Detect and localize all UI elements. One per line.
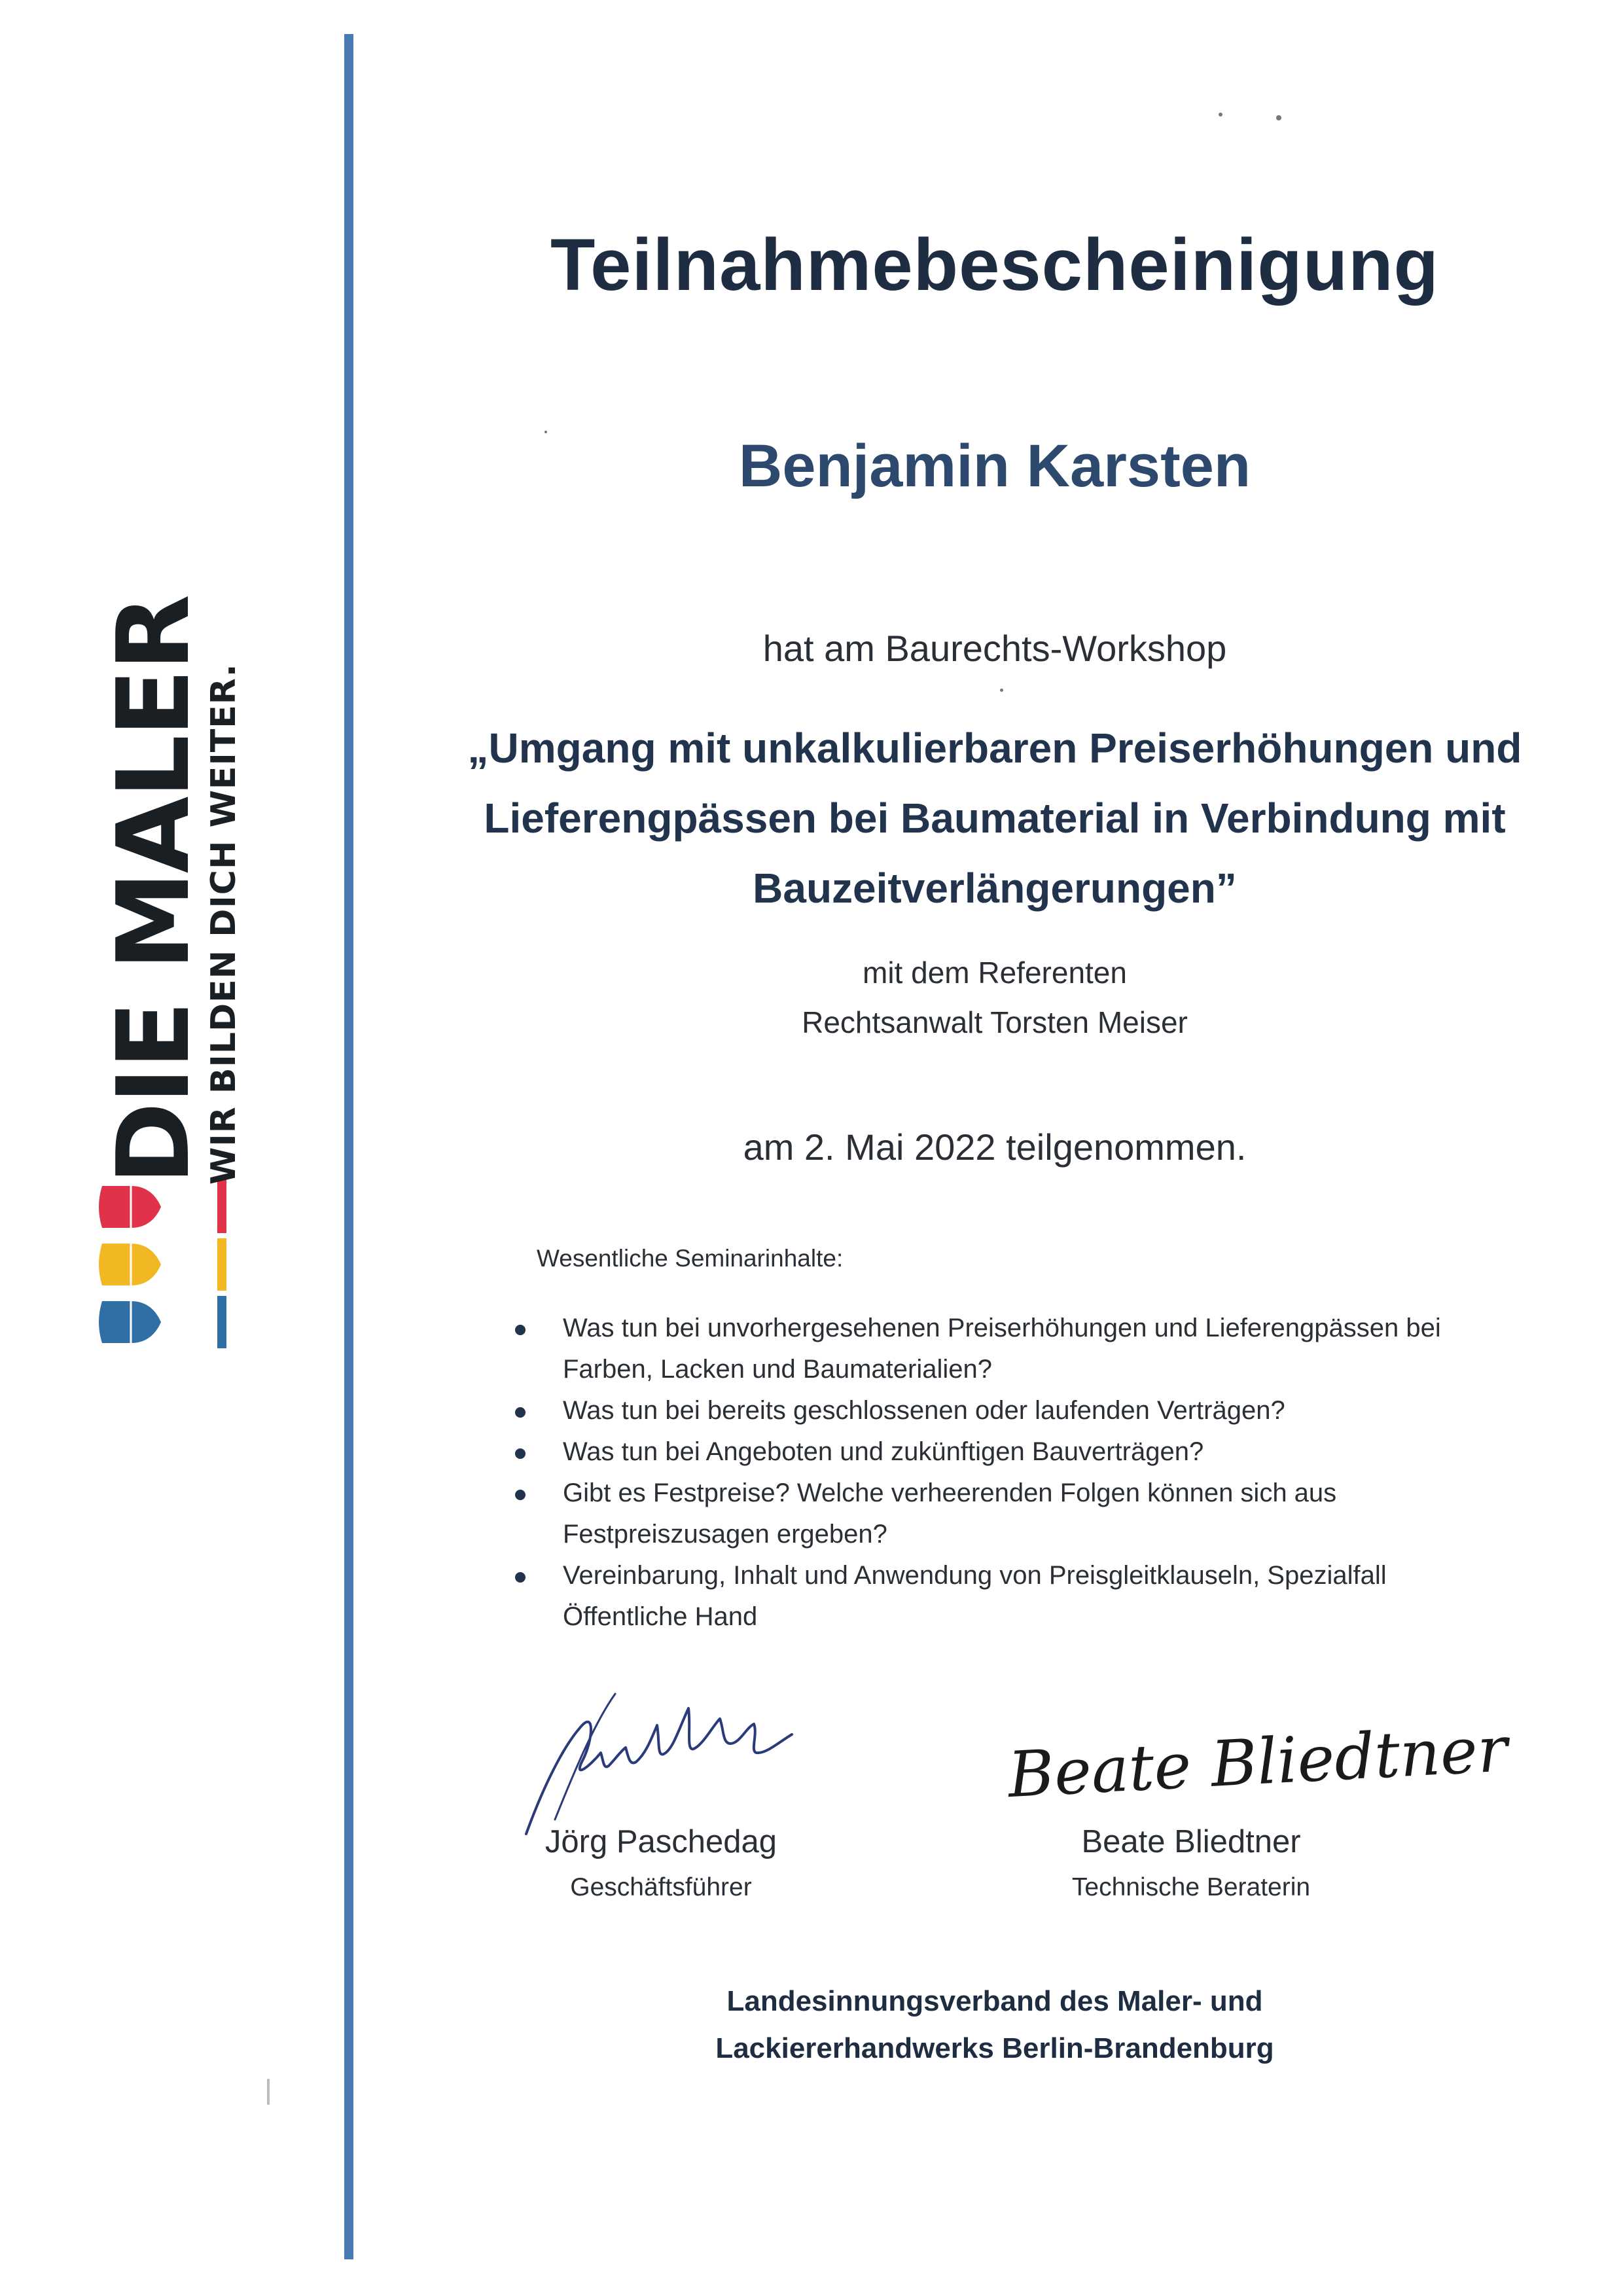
signature-paschedag <box>517 1689 831 1839</box>
list-item-text: Gibt es Festpreise? Welche verheerenden Folgen können sich aus Festpreiszusagen ergeben? <box>563 1479 1337 1549</box>
footer-line: Lackiererhandwerks Berlin-Brandenburg <box>715 2032 1274 2064</box>
participation-date: am 2. Mai 2022 teilgenommen. <box>743 1126 1247 1168</box>
list-item <box>510 1390 1466 1431</box>
list-item-text: Was tun bei unvorhergesehenen Preiserhöhungen und Lieferengpässen bei Farben, Lacken und Baumaterialien? <box>563 1314 1441 1384</box>
list-item-text: Was tun bei bereits geschlossenen oder laufenden Verträgen? <box>563 1396 1285 1425</box>
workshop-topic <box>393 713 1597 924</box>
bullet-icon <box>515 1572 526 1583</box>
topic-line: Bauzeitverlängerungen” <box>753 865 1237 912</box>
list-item-text: Vereinbarung, Inhalt und Anwendung von Preisgleitklauseln, Spezialfall Öffentliche Hand <box>563 1561 1387 1631</box>
topic-line: Lieferengpässen bei Baumaterial in Verbindung mit <box>484 795 1506 842</box>
seminar-list <box>510 1308 1466 1638</box>
logo-title: DIE MALER <box>96 596 211 1185</box>
signatory-role: Geschäftsführer <box>570 1873 752 1901</box>
workshop-intro: hat am Baurechts-Workshop <box>762 628 1227 669</box>
shield-red-icon <box>98 1181 164 1233</box>
page-title: Teilnahmebescheinigung <box>550 224 1439 306</box>
signatory-name: Beate Bliedtner <box>1081 1824 1301 1859</box>
list-item <box>510 1431 1466 1473</box>
signatory-role: Technische Beraterin <box>1071 1873 1311 1901</box>
issuer-footer <box>366 1978 1623 2072</box>
logo <box>96 596 249 1348</box>
referent-intro: mit dem Referenten <box>863 956 1127 990</box>
list-item <box>510 1308 1466 1390</box>
list-item <box>510 1473 1466 1555</box>
topic-line: „Umgang mit unkalkulierbaren Preiserhöhungen und <box>467 725 1522 772</box>
list-item <box>510 1555 1466 1638</box>
referent-block <box>366 948 1623 1047</box>
shield-yellow-icon <box>98 1238 164 1291</box>
bullet-icon <box>515 1407 526 1418</box>
bullet-icon <box>515 1490 526 1500</box>
shield-blue-icon <box>98 1296 164 1348</box>
footer-line: Landesinnungsverband des Maler- und <box>726 1985 1263 2017</box>
logo-slogan: WIR BILDEN DICH WEITER. <box>204 663 243 1185</box>
bullet-icon <box>515 1325 526 1335</box>
signature-bliedtner: Beate Bliedtner <box>1006 1712 1510 1812</box>
vertical-divider <box>344 34 353 2259</box>
list-item-text: Was tun bei Angeboten und zukünftigen Bauverträgen? <box>563 1437 1204 1466</box>
color-bars <box>217 1177 226 1348</box>
bullet-icon <box>515 1448 526 1459</box>
referent-name: Rechtsanwalt Torsten Meiser <box>802 1005 1188 1039</box>
participant-name: Benjamin Karsten <box>738 433 1251 499</box>
seminar-heading: Wesentliche Seminarinhalte: <box>537 1245 844 1272</box>
signatory-name: Jörg Paschedag <box>544 1824 777 1859</box>
